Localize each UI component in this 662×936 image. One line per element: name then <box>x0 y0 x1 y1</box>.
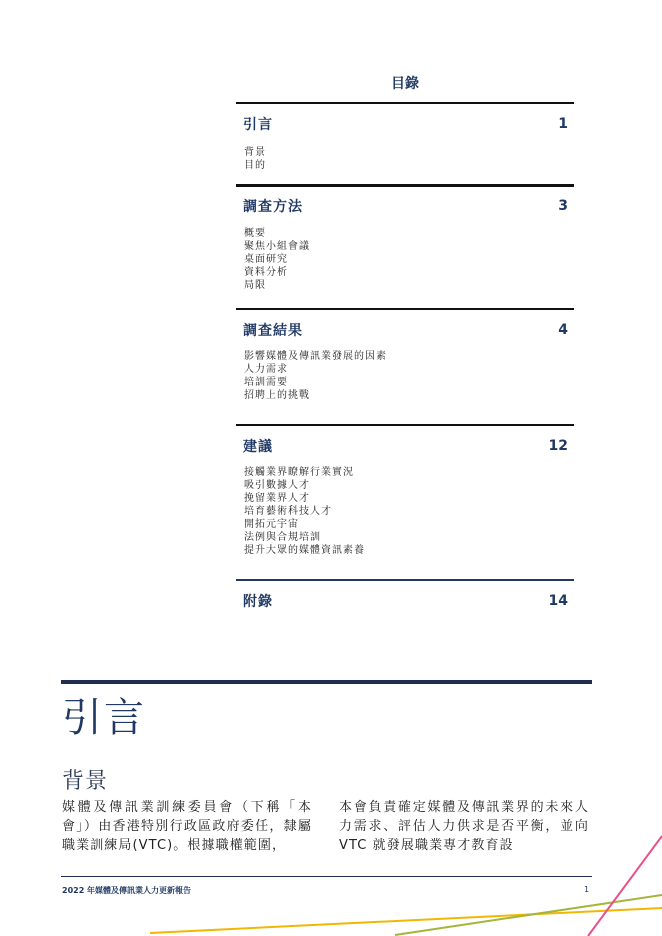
toc-section-page: 1 <box>558 116 568 132</box>
toc-item[interactable]: 概要 <box>244 228 266 239</box>
body-paragraph-right: 本會負責確定媒體及傳訊業界的未來人力需求、評估人力供求是否平衡，並向 VTC 就發展職業專才教育設 <box>339 800 589 853</box>
toc-item[interactable]: 挽留業界人才 <box>244 493 310 504</box>
toc-item[interactable]: 培訓需要 <box>244 377 288 388</box>
body-paragraph-left: 媒體及傳訊業訓練委員會（下稱「本會」）由香港特別行政區政府委任，隸屬職業訓練局(VTC)。根據職權範圍， <box>62 800 312 853</box>
footer-page-number: 1 <box>584 885 590 894</box>
toc-item[interactable]: 桌面研究 <box>244 254 288 265</box>
toc-section-name: 調查結果 <box>243 323 303 339</box>
footer-report-name: 2022 年媒體及傳訊業人力更新報告 <box>62 886 192 895</box>
toc-item[interactable]: 目的 <box>244 160 266 171</box>
toc-section-name: 調查方法 <box>243 199 303 215</box>
toc-item[interactable]: 招聘上的挑戰 <box>244 390 310 401</box>
chapter-title: 引言 <box>62 695 146 741</box>
toc-item[interactable]: 接觸業界瞭解行業實況 <box>244 467 354 478</box>
decorative-yellow-line <box>150 908 662 933</box>
toc-section-page: 12 <box>548 438 568 454</box>
decorative-pink-line <box>588 836 662 936</box>
decorative-green-line <box>395 895 662 935</box>
toc-section-name: 引言 <box>243 117 273 133</box>
toc-item[interactable]: 人力需求 <box>244 364 288 375</box>
toc-item[interactable]: 聚焦小組會議 <box>244 241 310 252</box>
toc-item[interactable]: 法例與合規培訓 <box>244 532 321 543</box>
toc-item[interactable]: 局限 <box>244 280 266 291</box>
toc-item[interactable]: 開拓元宇宙 <box>244 519 299 530</box>
toc-section-name: 附錄 <box>243 594 273 610</box>
toc-section-page: 3 <box>558 198 568 214</box>
toc-title: 目錄 <box>391 76 419 92</box>
toc-section-page: 14 <box>548 593 568 609</box>
toc-item[interactable]: 提升大眾的媒體資訊素養 <box>244 545 365 556</box>
toc-item[interactable]: 吸引數據人才 <box>244 480 310 491</box>
section-subtitle: 背景 <box>62 769 109 794</box>
toc-item[interactable]: 背景 <box>244 147 266 158</box>
toc-item[interactable]: 資料分析 <box>244 267 288 278</box>
toc-item[interactable]: 培育藝術科技人才 <box>244 506 332 517</box>
toc-item[interactable]: 影響媒體及傳訊業發展的因素 <box>244 351 387 362</box>
toc-section-name: 建議 <box>243 439 273 455</box>
toc-section-page: 4 <box>558 322 568 338</box>
